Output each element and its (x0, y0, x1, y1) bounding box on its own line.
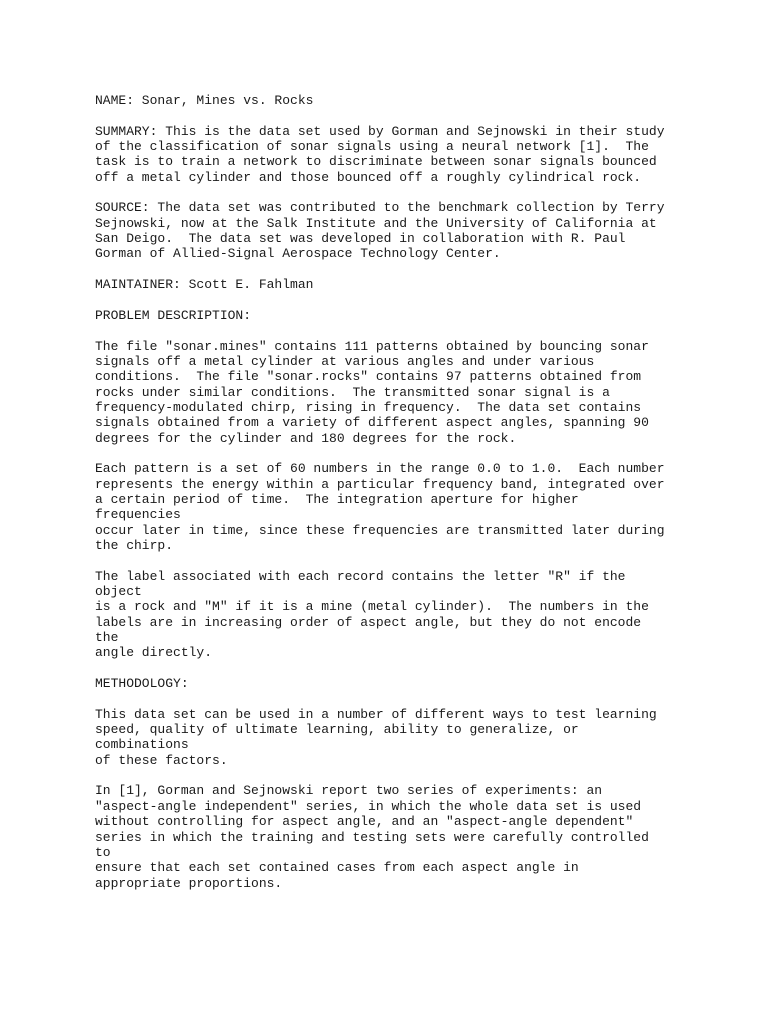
document-line (95, 185, 755, 200)
document-line: off a metal cylinder and those bounced off a roughly cylindrical rock. (95, 169, 642, 185)
document-line (95, 323, 755, 338)
document-line: ensure that each set contained cases from each aspect angle in (95, 860, 579, 876)
document-line: This data set can be used in a number of different ways to test learning (95, 706, 657, 722)
document-line: "aspect-angle independent" series, in which the whole data set is used (95, 798, 642, 814)
document-line (95, 691, 755, 706)
document-line (95, 262, 755, 277)
document-line: SUMMARY: This is the data set used by Gorman and Sejnowski in their study (95, 123, 665, 139)
document-line: degrees for the cylinder and 180 degrees for the rock. (95, 430, 517, 446)
document-line (95, 292, 755, 307)
document-line: Sejnowski, now at the Salk Institute and the University of California at (95, 215, 657, 231)
document-line: In [1], Gorman and Sejnowski report two series of experiments: an (95, 783, 603, 799)
document-line: frequencies (95, 507, 181, 523)
document-line: the (95, 630, 119, 646)
document-line: labels are in increasing order of aspect angle, but they do not encode (95, 614, 642, 630)
document-line (95, 553, 755, 568)
document-line: angle directly. (95, 645, 213, 661)
document-line: SOURCE: The data set was contributed to the benchmark collection by Terry (95, 200, 665, 216)
document-line: The file "sonar.mines" contains 111 patterns obtained by bouncing sonar (95, 338, 649, 354)
document-line: The label associated with each record contains the letter "R" if the (95, 568, 626, 584)
document-line: NAME: Sonar, Mines vs. Rocks (95, 93, 314, 108)
document-line: rocks under similar conditions. The transmitted sonar signal is a (95, 384, 610, 400)
document-line: PROBLEM DESCRIPTION: (95, 307, 252, 323)
document-line: object (95, 584, 142, 599)
document-line: series in which the training and testing sets were carefully controlled (95, 829, 649, 845)
document-line (95, 661, 755, 676)
document-line: to (95, 844, 111, 860)
document-line: a certain period of time. The integration aperture for higher (95, 491, 579, 507)
document-line: combinations (95, 737, 189, 753)
document-line: of these factors. (95, 752, 228, 768)
document-line: occur later in time, since these frequencies are transmitted later during (95, 522, 665, 538)
document-line: METHODOLOGY: (95, 676, 189, 692)
document-line: represents the energy within a particular frequency band, integrated over (95, 476, 665, 492)
document-line: conditions. The file "sonar.rocks" contains 97 patterns obtained from (95, 369, 642, 385)
document-line: of the classification of sonar signals using a neural network [1]. The (95, 139, 649, 155)
document-line (95, 446, 755, 461)
document-line: San Deigo. The data set was developed in collaboration with R. Paul (95, 231, 626, 247)
document-line: signals off a metal cylinder at various angles and under various (95, 353, 595, 369)
document-line: is a rock and "M" if it is a mine (metal cylinder). The numbers in the (95, 599, 649, 615)
document-line: task is to train a network to discriminate between sonar signals bounced (95, 154, 657, 170)
document-line: MAINTAINER: Scott E. Fahlman (95, 277, 314, 293)
document-line (95, 108, 755, 123)
document-line: frequency-modulated chirp, rising in frequency. The data set contains (95, 399, 642, 415)
document-line: the chirp. (95, 537, 174, 553)
document-line (95, 768, 755, 783)
document-line: Gorman of Allied-Signal Aerospace Technology Center. (95, 246, 501, 262)
document-page (95, 93, 755, 891)
document-line: Each pattern is a set of 60 numbers in the range 0.0 to 1.0. Each number (95, 461, 665, 477)
document-line: appropriate proportions. (95, 875, 283, 891)
document-line: speed, quality of ultimate learning, ability to generalize, or (95, 722, 579, 738)
document-line: signals obtained from a variety of different aspect angles, spanning 90 (95, 415, 649, 431)
document-line: without controlling for aspect angle, and an "aspect-angle dependent" (95, 814, 634, 830)
